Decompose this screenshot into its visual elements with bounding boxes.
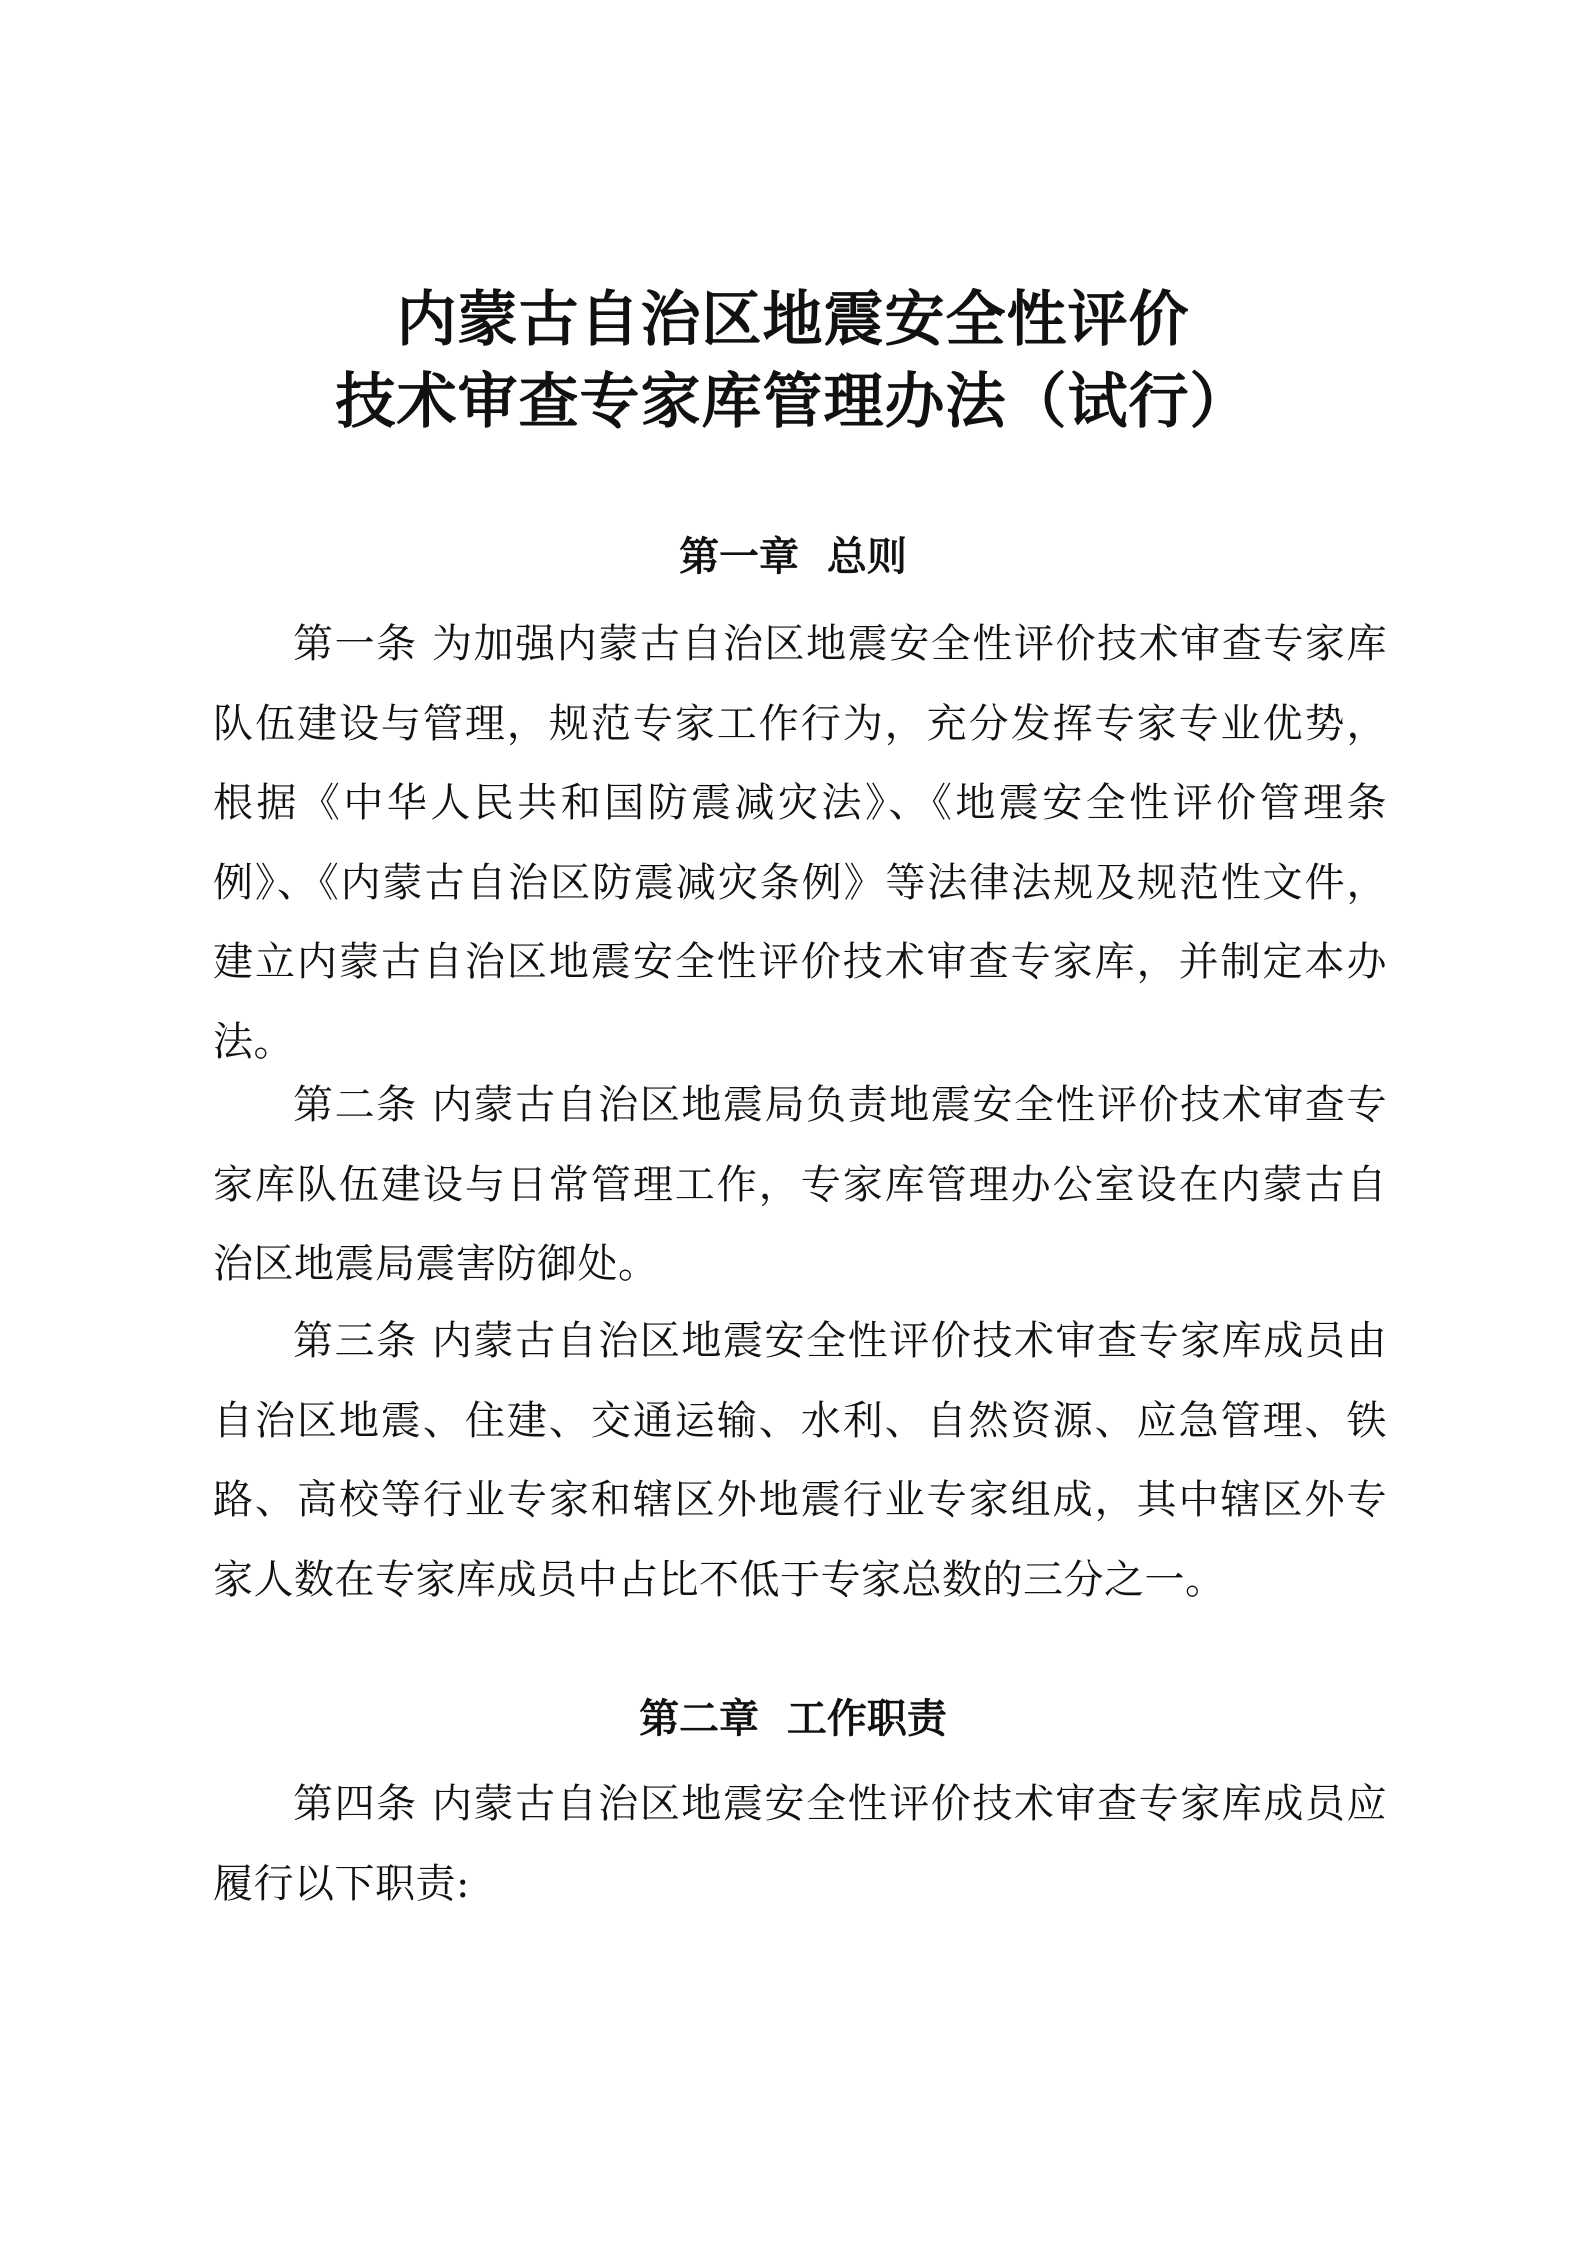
- chapter-2-heading: 第二章 工作职责: [639, 1695, 947, 1742]
- chapter-1-heading: 第一章 总则: [679, 533, 907, 580]
- article-3: 第三条 内蒙古自治区地震安全性评价技术审查专家库成员由自治区地震、住建、交通运输、水利、自然资源、应急管理、铁路、高校等行业专家和辖区外地震行业专家组成，其中辖区外专家人数在专家库成员中占比不低于专家总数的三分之一。: [213, 1318, 1387, 1603]
- document-title-line-1: 内蒙古自治区地震安全性评价: [396, 285, 1190, 355]
- article-1: 第一条 为加强内蒙古自治区地震安全性评价技术审查专家库队伍建设与管理，规范专家工作行为，充分发挥专家专业优势，根据《中华人民共和国防震减灾法》、《地震安全性评价管理条例》、《内蒙古自治区防震减灾条例》等法律法规及规范性文件，建立内蒙古自治区地震安全性评价技术审查专家库，并制定本办法。: [213, 621, 1387, 1065]
- document-title-line-2: 技术审查专家库管理办法（试行）: [335, 367, 1251, 437]
- article-4: 第四条 内蒙古自治区地震安全性评价技术审查专家库成员应履行以下职责:: [213, 1781, 1387, 1907]
- article-2: 第二条 内蒙古自治区地震局负责地震安全性评价技术审查专家库队伍建设与日常管理工作，专家库管理办公室设在内蒙古自治区地震局震害防御处。: [213, 1082, 1387, 1287]
